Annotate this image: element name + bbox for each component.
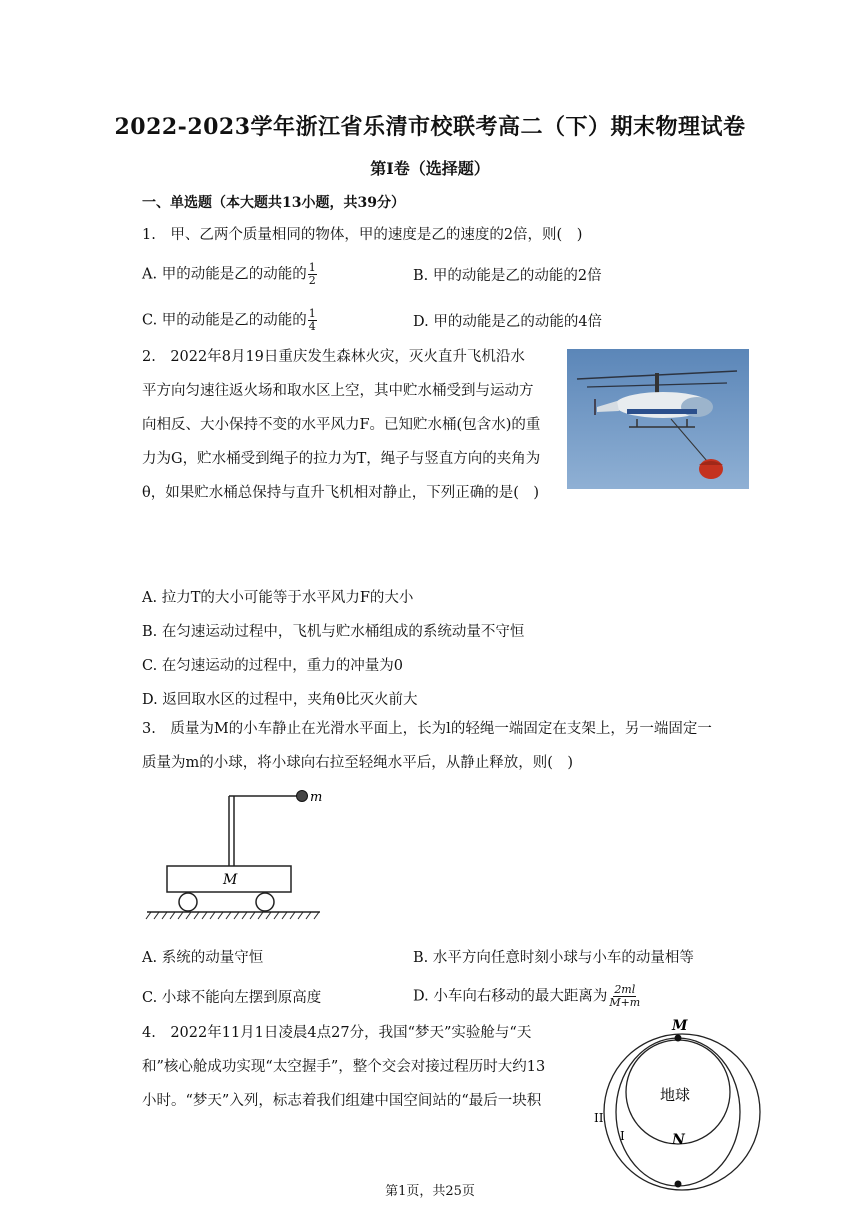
q3-option-d (413, 984, 641, 1009)
orbit-II-label: II (594, 1111, 604, 1125)
fraction-denominator: M+m (609, 996, 641, 1009)
q1-option-a (142, 262, 317, 287)
q1-option-c (142, 308, 317, 333)
q4-line-3: 小时。“梦天”入列，标志着我们组建中国空间站的“最后一块积 (142, 1093, 542, 1109)
q1-option-c-text: C. 甲的动能是乙的动能的 (142, 312, 307, 329)
orbit-diagram (590, 1018, 770, 1198)
q1-option-a-fraction (308, 262, 317, 287)
q1-option-b: B. 甲的动能是乙的动能的2倍 (413, 268, 602, 284)
page-footer: 第1页，共25页 (385, 1184, 475, 1199)
q1-option-c-fraction (308, 308, 317, 333)
q2-line-4: 力为G，贮水桶受到绳子的拉力为T，绳子与竖直方向的夹角为 (142, 451, 541, 467)
earth-label: 地球 (660, 1086, 691, 1104)
q4-line-2: 和”核心舱成功实现“太空握手”，整个交会对接过程历时大约13 (142, 1059, 546, 1075)
cart-pendulum-figure (145, 784, 330, 924)
q1-option-a-text: A. 甲的动能是乙的动能的 (142, 266, 307, 283)
q2-line-5: θ，如果贮水桶总保持与直升飞机相对静止，下列正确的是( ) (142, 485, 540, 501)
q3-option-c: C. 小球不能向左摆到原高度 (142, 990, 322, 1006)
q2-option-b: B. 在匀速运动过程中，飞机与贮水桶组成的系统动量不守恒 (142, 624, 525, 640)
fraction-numerator: 2ml (614, 983, 636, 996)
q3-option-a: A. 系统的动量守恒 (142, 950, 264, 966)
q3-option-b: B. 水平方向任意时刻小球与小车的动量相等 (413, 950, 694, 966)
q3-option-d-fraction (608, 984, 641, 1009)
q2-option-c: C. 在匀速运动的过程中，重力的冲量为0 (142, 658, 404, 674)
q3-line-2: 质量为m的小球，将小球向右拉至轻绳水平后，从静止释放，则( ) (142, 755, 574, 771)
q1-option-d: D. 甲的动能是乙的动能的4倍 (413, 314, 603, 330)
part-title: 第I卷（选择题） (370, 159, 490, 178)
q2-line-1: 2. 2022年8月19日重庆发生森林火灾，灭火直升飞机沿水 (142, 349, 525, 365)
exam-title: 2022-2023学年浙江省乐清市校联考高二（下）期末物理试卷 (114, 114, 746, 140)
fraction-numerator: 1 (308, 261, 316, 274)
point-N-label: N (672, 1132, 685, 1148)
q3-line-1: 3. 质量为M的小车静止在光滑水平面上，长为l的轻绳一端固定在支架上，另一端固定一 (142, 721, 712, 737)
q2-option-a: A. 拉力T的大小可能等于水平风力F的大小 (142, 590, 414, 606)
q1-stem: 1. 甲、乙两个质量相同的物体，甲的速度是乙的速度的2倍，则( ) (142, 227, 583, 243)
mass-m-label: m (310, 790, 323, 805)
orbit-I-label: I (620, 1129, 625, 1143)
fraction-denominator: 2 (308, 274, 316, 287)
q3-option-d-text: D. 小车向右移动的最大距离为 (413, 988, 608, 1005)
mass-M-label: M (223, 872, 238, 888)
q2-line-2: 平方向匀速往返火场和取水区上空，其中贮水桶受到与运动方 (142, 383, 534, 399)
helicopter-photo (567, 349, 749, 489)
q4-line-1: 4. 2022年11月1日凌晨4点27分，我国“梦天”实验舱与“天 (142, 1025, 532, 1041)
fraction-numerator: 1 (308, 307, 316, 320)
q2-line-3: 向相反、大小保持不变的水平风力F。已知贮水桶(包含水)的重 (142, 417, 541, 433)
q2-option-d: D. 返回取水区的过程中，夹角θ比灭火前大 (142, 692, 418, 708)
section-heading: 一、单选题（本大题共13小题，共39分） (142, 195, 405, 211)
point-M-label: M (672, 1018, 688, 1034)
fraction-denominator: 4 (308, 320, 316, 333)
